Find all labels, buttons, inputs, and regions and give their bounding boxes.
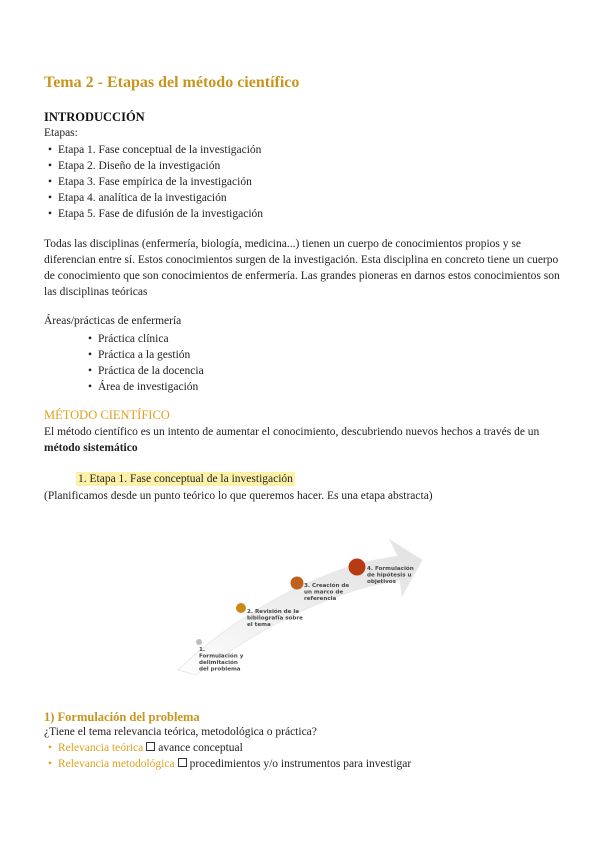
etapa-item: • Etapa 5. Fase de difusión de la investigación bbox=[44, 206, 263, 222]
etapa-item: • Etapa 4. analítica de la investigación bbox=[44, 190, 263, 206]
page-title: Tema 2 - Etapas del método científico bbox=[44, 74, 300, 91]
area-item: • Área de investigación bbox=[84, 379, 204, 395]
step-4-dot bbox=[349, 559, 366, 576]
relevancia-item bbox=[44, 756, 411, 772]
etapa1-highlight: 1. Etapa 1. Fase conceptual de la investigación bbox=[78, 473, 293, 485]
etapa1-heading bbox=[76, 473, 295, 485]
process-diagram bbox=[0, 510, 600, 700]
step-2-dot bbox=[236, 603, 246, 613]
step-3-label: 3. Creación de un marco de referencia bbox=[304, 583, 350, 602]
areas-label: Áreas/prácticas de enfermería bbox=[44, 315, 182, 327]
step-2-label: 2. Revisión de la bibliografía sobre el tema bbox=[247, 609, 303, 628]
intro-paragraph: Todas las disciplinas (enfermería, biología, medicina...) tienen un cuerpo de conocimientos propios y se diferencian entre sí. Estos conocimientos surgen de la investigación. Esta disciplina en concreto tiene un cuerpo de conocimiento que son conocimientos de enfermería. Las grandes pioneras en darnos estos conocimientos son las disciplinas teóricas bbox=[44, 238, 560, 298]
relevancia-term: Relevancia metodológica bbox=[58, 758, 175, 770]
intro-heading: INTRODUCCIÓN bbox=[44, 110, 145, 124]
metodo-text: El método científico es un intento de aumentar el conocimiento, descubriendo nuevos hechos a través de un bbox=[44, 426, 540, 438]
formulacion-question: ¿Tiene el tema relevancia teórica, metodológica o práctica? bbox=[44, 726, 317, 738]
etapa-item: • Etapa 2. Diseño de la investigación bbox=[44, 158, 263, 174]
area-item: • Práctica clínica bbox=[84, 331, 204, 347]
area-item: • Práctica de la docencia bbox=[84, 363, 204, 379]
step-1-dot bbox=[196, 639, 202, 645]
etapa-item: • Etapa 1. Fase conceptual de la investigación bbox=[44, 142, 263, 158]
areas-list bbox=[84, 331, 204, 395]
checkbox-icon bbox=[146, 742, 155, 751]
relevancia-term: Relevancia teórica bbox=[58, 742, 144, 754]
relevancia-desc: avance conceptual bbox=[158, 742, 243, 754]
checkbox-icon bbox=[178, 758, 187, 767]
etapa-item: • Etapa 3. Fase empírica de la investigación bbox=[44, 174, 263, 190]
etapas-list bbox=[44, 142, 263, 222]
metodo-heading: MÉTODO CIENTÍFICO bbox=[44, 408, 170, 422]
relevancia-item bbox=[44, 740, 411, 756]
relevancia-list bbox=[44, 740, 411, 772]
etapa1-note: (Planificamos desde un punto teórico lo que queremos hacer. Es una etapa abstracta) bbox=[44, 490, 433, 502]
area-item: • Práctica a la gestión bbox=[84, 347, 204, 363]
metodo-bold: método sistemático bbox=[44, 442, 138, 454]
step-1-label: 1. Formulación y delimitación del problema bbox=[199, 647, 244, 673]
relevancia-desc: procedimientos y/o instrumentos para investigar bbox=[189, 758, 412, 770]
step-4-label: 4. Formulación de hipótesis u objetivos bbox=[367, 566, 414, 585]
formulacion-heading: 1) Formulación del problema bbox=[44, 710, 200, 724]
etapas-label: Etapas: bbox=[44, 127, 78, 139]
step-3-dot bbox=[291, 577, 304, 590]
